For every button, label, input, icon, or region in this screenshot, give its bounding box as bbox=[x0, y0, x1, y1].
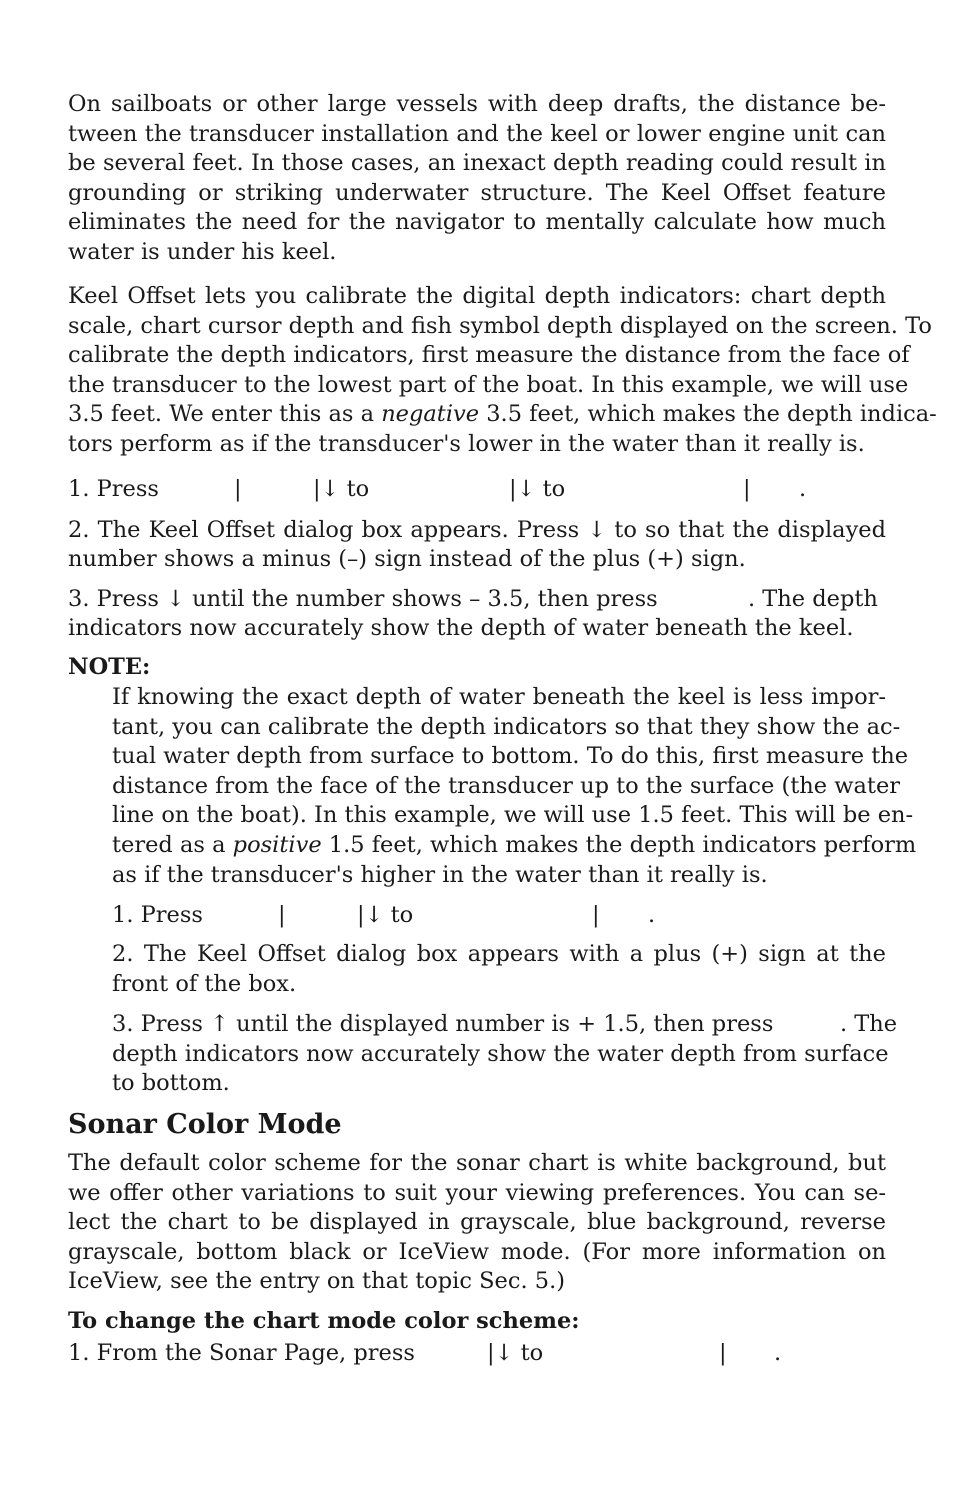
note-step2-line-1: 2. The Keel Offset dialog box appears with a plus (+) sign at the bbox=[112, 941, 886, 967]
para1-line-4: grounding or striking underwater structure. The Keel Offset feature bbox=[68, 180, 886, 206]
note-step1-sep-1: | bbox=[278, 902, 286, 928]
step1-sep-1: | bbox=[234, 476, 242, 502]
note-step3-tail: . The bbox=[840, 1011, 898, 1037]
note-line-4: distance from the face of the transducer up to the surface (the water bbox=[112, 773, 901, 799]
final-step-down-to: |↓ to bbox=[487, 1340, 544, 1366]
step1-sep-2: | bbox=[743, 476, 751, 502]
step1-down-to-1: |↓ to bbox=[313, 476, 370, 502]
subheading: To change the chart mode color scheme: bbox=[68, 1308, 580, 1334]
step1-text: 1. Press bbox=[68, 476, 159, 502]
note-line-6-after: 1.5 feet, which makes the depth indicators perform bbox=[321, 832, 917, 858]
note-line-7: as if the transducer's higher in the water than it really is. bbox=[112, 862, 768, 888]
para2-line-5 bbox=[68, 399, 937, 429]
para3-line-1: The default color scheme for the sonar chart is white background, but bbox=[68, 1150, 886, 1176]
note-label: NOTE: bbox=[68, 654, 151, 680]
para1-line-1: On sailboats or other large vessels with deep drafts, the distance be- bbox=[68, 91, 886, 117]
para2-line-5-before: 3.5 feet. We enter this as a bbox=[68, 401, 382, 427]
note-step3-line-3: to bottom. bbox=[112, 1070, 230, 1096]
para2-line-3: calibrate the depth indicators, first measure the distance from the face of bbox=[68, 342, 910, 368]
section-heading: Sonar Color Mode bbox=[68, 1109, 342, 1140]
para1-line-3: be several feet. In those cases, an inexact depth reading could result in bbox=[68, 150, 886, 176]
note-step1-text: 1. Press bbox=[112, 902, 203, 928]
para1-line-5: eliminates the need for the navigator to mentally calculate how much bbox=[68, 209, 886, 235]
step3-line-1 bbox=[68, 584, 886, 614]
para2-line-2: scale, chart cursor depth and fish symbol depth displayed on the screen. To bbox=[68, 313, 932, 339]
para3-line-2: we offer other variations to suit your viewing preferences. You can se- bbox=[68, 1180, 886, 1206]
note-step3-text: 3. Press ↑ until the displayed number is + 1.5, then press bbox=[112, 1011, 774, 1037]
note-step2-line-2: front of the box. bbox=[112, 971, 297, 997]
step1-period: . bbox=[799, 476, 807, 502]
para3-line-3: lect the chart to be displayed in grayscale, blue background, reverse bbox=[68, 1209, 886, 1235]
para3-line-5: IceView, see the entry on that topic Sec. 5.) bbox=[68, 1268, 566, 1294]
note-line-6 bbox=[112, 830, 917, 860]
note-line-6-before: tered as a bbox=[112, 832, 233, 858]
para2-line-1: Keel Offset lets you calibrate the digital depth indicators: chart depth bbox=[68, 283, 886, 309]
note-step1 bbox=[112, 900, 886, 930]
final-step bbox=[68, 1338, 886, 1368]
para1-line-6: water is under his keel. bbox=[68, 239, 337, 265]
note-step3-line-2: depth indicators now accurately show the water depth from surface bbox=[112, 1041, 889, 1067]
step3-text: 3. Press ↓ until the number shows – 3.5, then press bbox=[68, 586, 658, 612]
final-step-text: 1. From the Sonar Page, press bbox=[68, 1340, 415, 1366]
step2-line-1: 2. The Keel Offset dialog box appears. Press ↓ to so that the displayed bbox=[68, 517, 886, 543]
note-step1-down-to: |↓ to bbox=[357, 902, 414, 928]
final-step-sep: | bbox=[719, 1340, 727, 1366]
step1-down-to-2: |↓ to bbox=[509, 476, 566, 502]
final-step-period: . bbox=[774, 1340, 782, 1366]
para3-line-4: grayscale, bottom black or IceView mode. (For more information on bbox=[68, 1239, 886, 1265]
note-line-1: If knowing the exact depth of water beneath the keel is less impor- bbox=[112, 684, 886, 710]
emphasis-positive: positive bbox=[232, 832, 322, 858]
para2-line-5-after: 3.5 feet, which makes the depth indica- bbox=[479, 401, 937, 427]
note-line-5: line on the boat). In this example, we will use 1.5 feet. This will be en- bbox=[112, 802, 914, 828]
step3-line-2: indicators now accurately show the depth of water beneath the keel. bbox=[68, 615, 854, 641]
step2-line-2: number shows a minus (–) sign instead of the plus (+) sign. bbox=[68, 546, 746, 572]
note-line-2: tant, you can calibrate the depth indicators so that they show the ac- bbox=[112, 714, 901, 740]
step3-tail: . The depth bbox=[748, 586, 878, 612]
emphasis-negative: negative bbox=[381, 401, 480, 427]
para1-line-2: tween the transducer installation and the keel or lower engine unit can bbox=[68, 121, 886, 147]
para2-line-6: tors perform as if the transducer's lower in the water than it really is. bbox=[68, 431, 865, 457]
note-step3-line-1 bbox=[112, 1009, 898, 1039]
note-step1-sep-2: | bbox=[592, 902, 600, 928]
step1 bbox=[68, 474, 886, 504]
note-step1-period: . bbox=[648, 902, 656, 928]
para2-line-4: the transducer to the lowest part of the boat. In this example, we will use bbox=[68, 372, 909, 398]
note-line-3: tual water depth from surface to bottom. To do this, first measure the bbox=[112, 743, 909, 769]
